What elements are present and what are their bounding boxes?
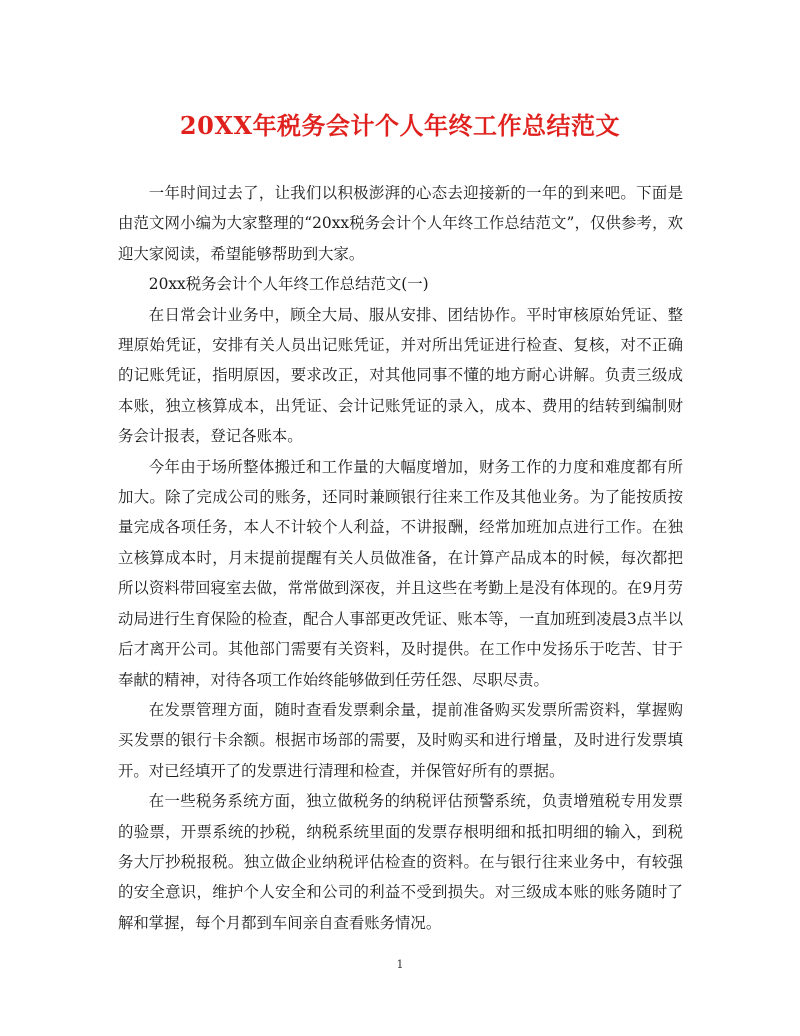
body-paragraph: 在一些税务系统方面，独立做税务的纳税评估预警系统，负责增殖税专用发票的验票，开票系统的抄税，纳税系统里面的发票存根明细和抵扣明细的输入，到税务大厅抄税报税。独立做企业纳税评估检查的资料。在与银行往来业务中，有较强的安全意识，维护个人安全和公司的利益不受到损失。对三级成本账的账务随时了解和掌握，每个月都到车间亲自查看账务情况。 bbox=[118, 792, 683, 932]
body-paragraph: 在日常会计业务中，顾全大局、服从安排、团结协作。平时审核原始凭证、整理原始凭证，安排有关人员出记账凭证，并对所出凭证进行检查、复核，对不正确的记账凭证，指明原因，要求改正，对其他同事不懂的地方耐心讲解。负责三级成本账，独立核算成本，出凭证、会计记账凭证的录入，成本、费用的结转到编制财务会计报表，登记各账本。 bbox=[118, 305, 683, 446]
intro-paragraph: 一年时间过去了，让我们以积极澎湃的心态去迎接新的一年的到来吧。下面是由范文网小编为大家整理的“20xx税务会计个人年终工作总结范文”，仅供参考，欢迎大家阅读，希望能够帮助到大家。 bbox=[118, 184, 683, 263]
document-body bbox=[118, 178, 683, 938]
body-paragraph: 今年由于场所整体搬迁和工作量的大幅度增加，财务工作的力度和难度都有所加大。除了完成公司的账务，还同时兼顾银行往来工作及其他业务。为了能按质按量完成各项任务，本人不计较个人利益，不讲报酬，经常加班加点进行工作。在独立核算成本时，月末提前提醒有关人员做准备，在计算产品成本的时候，每次都把所以资料带回寝室去做，常常做到深夜，并且这些在考勤上是没有体现的。在9月劳动局进行生育保险的检查，配合人事部更改凭证、账本等，一直加班到凌晨3点半以后才离开公司。其他部门需要有关资料，及时提供。在工作中发扬乐于吃苦、甘于奉献的精神，对待各项工作始终能够做到任劳任怨、尽职尽责。 bbox=[118, 457, 683, 689]
document-title: 20XX年税务会计个人年终工作总结范文 bbox=[179, 111, 621, 140]
page-number: 1 bbox=[396, 958, 404, 971]
body-paragraph: 在发票管理方面，随时查看发票剩余量，提前准备购买发票所需资料，掌握购买发票的银行卡余额。根据市场部的需要，及时购买和进行增量，及时进行发票填开。对已经填开了的发票进行清理和检查，并保管好所有的票据。 bbox=[118, 700, 683, 780]
section-heading: 20xx税务会计个人年终工作总结范文(一) bbox=[148, 275, 429, 294]
